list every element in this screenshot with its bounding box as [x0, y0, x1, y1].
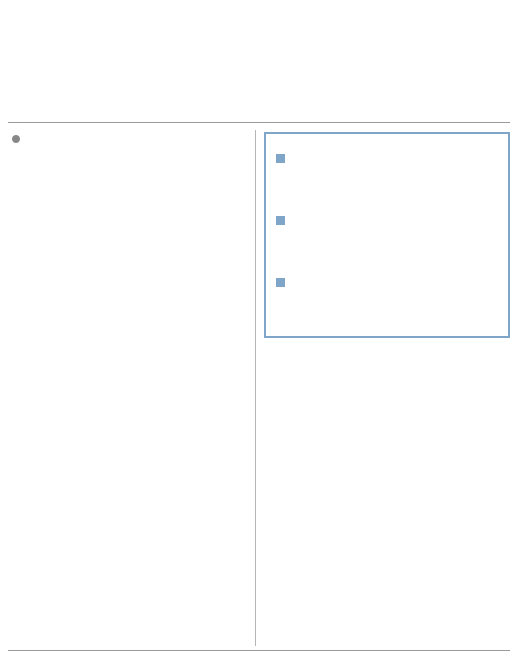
headline-rule: [8, 122, 510, 123]
square-bullet-icon: [276, 154, 285, 163]
highlights-box: [264, 132, 510, 338]
square-bullet-icon: [276, 278, 285, 287]
byline: [8, 130, 246, 145]
bottom-rule: [8, 650, 510, 651]
column-separator: [255, 130, 256, 646]
left-column: [8, 130, 246, 145]
square-bullet-icon: [276, 216, 285, 225]
bullet-dot-icon: [12, 135, 20, 143]
